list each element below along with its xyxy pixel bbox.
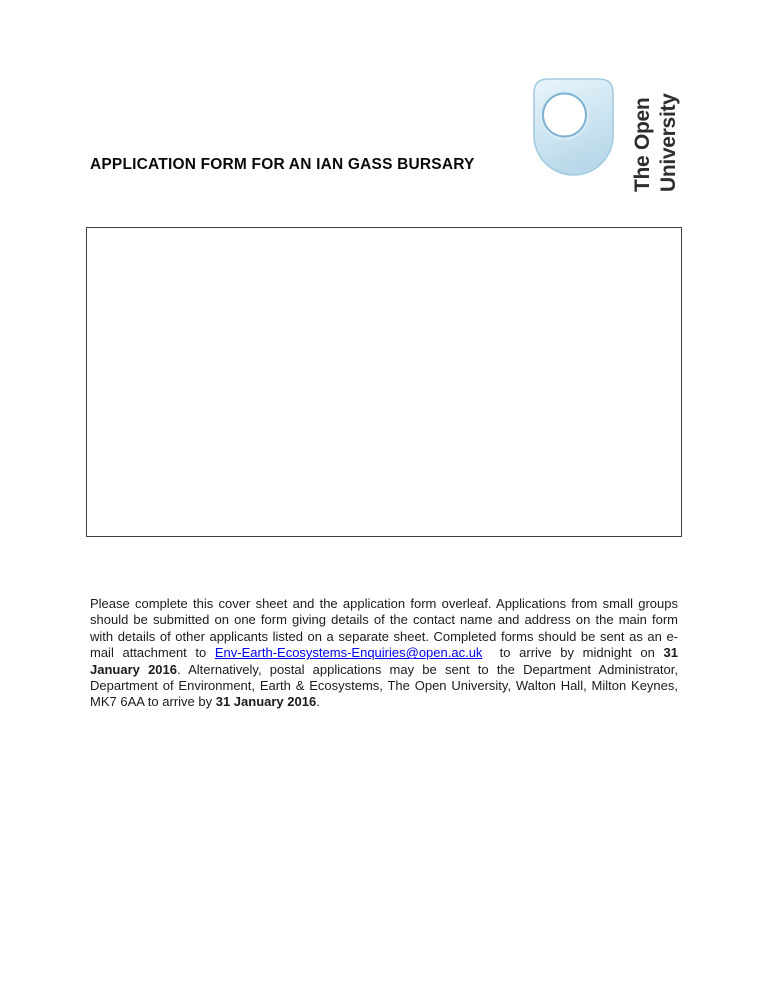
- ou-logo: [533, 78, 688, 194]
- ou-logo-text-line1: The Open: [631, 97, 654, 192]
- email-link[interactable]: Env-Earth-Ecosystems-Enquiries@open.ac.uk: [214, 645, 483, 661]
- deadline-date: 31 January 2016: [215, 694, 317, 710]
- ou-logo-text: [630, 72, 682, 192]
- instructions-text: .: [316, 694, 320, 710]
- instructions-text: Please complete this cover sheet and the application form overleaf. Applications from small groups should be submitted on one form giving details of the contact name and address on the main form with details of other applicants listed on a separate sheet. Completed forms should be sent as an e-mail attachment to: [90, 596, 678, 661]
- deadline-date: 31 January 2016: [90, 645, 678, 677]
- instructions-text: to arrive by midnight on: [482, 645, 664, 661]
- ou-shield-icon: [533, 78, 614, 177]
- form-title: APPLICATION FORM FOR AN IAN GASS BURSARY: [90, 156, 475, 173]
- ou-logo-text-line2: University: [657, 93, 680, 192]
- applicant-details-box: [86, 227, 682, 537]
- instructions-paragraph: [90, 596, 678, 711]
- instructions-text: . Alternatively, postal applications may be sent to the Department Administrator, Department of Environment, Earth & Ecosystems, The Open University, Walton Hall, Milton Keynes, MK7 6AA to arrive by: [90, 661, 678, 710]
